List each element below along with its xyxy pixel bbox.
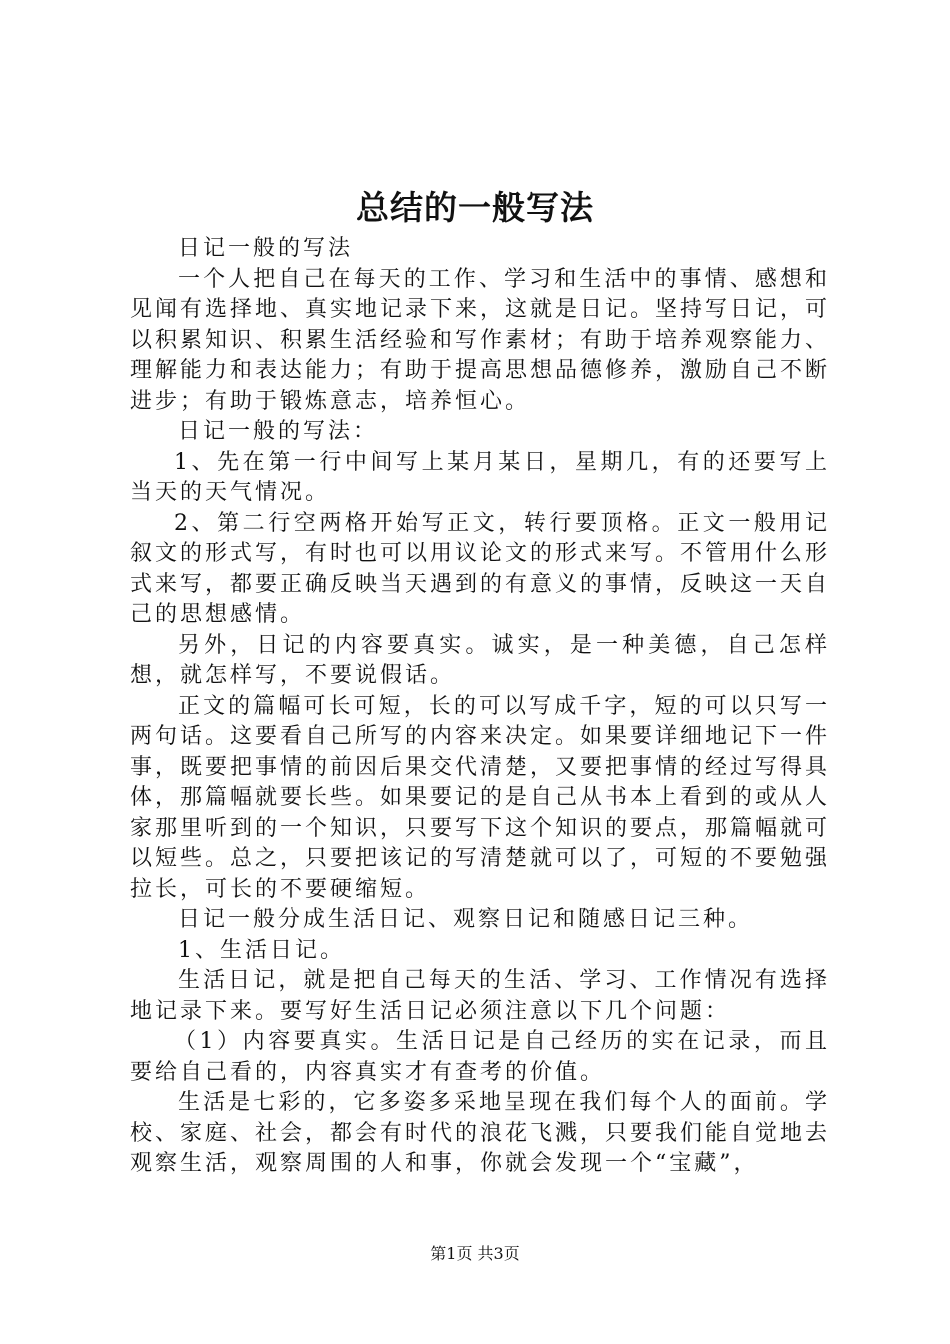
page-footer: 第1页 共3页 bbox=[430, 1244, 520, 1263]
paragraph-method-heading: 日记一般的写法： bbox=[178, 419, 379, 444]
document-title: 总结的一般写法 bbox=[356, 188, 594, 227]
paragraph-truthfulness: 另外，日记的内容要真实。诚实，是一种美德，自己怎样想，就怎样写，不要说假话。 bbox=[130, 632, 830, 688]
paragraph-life-diary-heading: 1、生活日记。 bbox=[178, 937, 345, 963]
paragraph-intro: 一个人把自己在每天的工作、学习和生活中的事情、感想和见闻有选择地、真实地记录下来，这就是日记。坚持写日记，可以积累知识、积累生活经验和写作素材；有助于培养观察能力、理解能力和表达能力；有助于提高思想品德修养，激励自己不断进步；有助于锻炼意志，培养恒心。 bbox=[130, 266, 831, 414]
paragraph-types: 日记一般分成生活日记、观察日记和随感日记三种。 bbox=[178, 907, 754, 932]
paragraph-length: 正文的篇幅可长可短，长的可以写成千字，短的可以只写一两句话。这要看自己所写的内容来决定。如果要详细地记下一件事，既要把事情的前因后果交代清楚，又要把事情的经过写得具体，那篇幅就要长些。如果要记的是自己从书本上看到的或从人家那里听到的一个知识，只要写下这个知识的要点，那篇幅就可以短些。总之，只要把该记的写清楚就可以了，可短的不要勉强拉长，可长的不要硬缩短。 bbox=[130, 693, 831, 902]
paragraph-colorful-life: 生活是七彩的，它多姿多采地呈现在我们每个人的面前。学校、家庭、社会，都会有时代的浪花飞溅，只要我们能自觉地去观察生活，观察周围的人和事，你就会发现一个“宝藏”， bbox=[130, 1090, 831, 1176]
paragraph-step-2: 2、第二行空两格开始写正文，转行要顶格。正文一般用记叙文的形式写，有时也可以用议论文的形式来写。不管用什么形式来写，都要正确反映当天遇到的有意义的事情，反映这一天自己的思想感情。 bbox=[130, 510, 831, 627]
paragraph-step-1: 1、先在第一行中间写上某月某日，星期几，有的还要写上当天的天气情况。 bbox=[130, 449, 830, 505]
paragraph-life-diary: 生活日记，就是把自己每天的生活、学习、工作情况有选择地记录下来。要写好生活日记必须注意以下几个问题： bbox=[130, 968, 830, 1024]
paragraph-point-1: （1）内容要真实。生活日记是自己经历的实在记录，而且要给自己看的，内容真实才有查考的价值。 bbox=[130, 1029, 830, 1085]
paragraph-subheading: 日记一般的写法 bbox=[178, 236, 354, 261]
document-body bbox=[130, 234, 830, 1180]
